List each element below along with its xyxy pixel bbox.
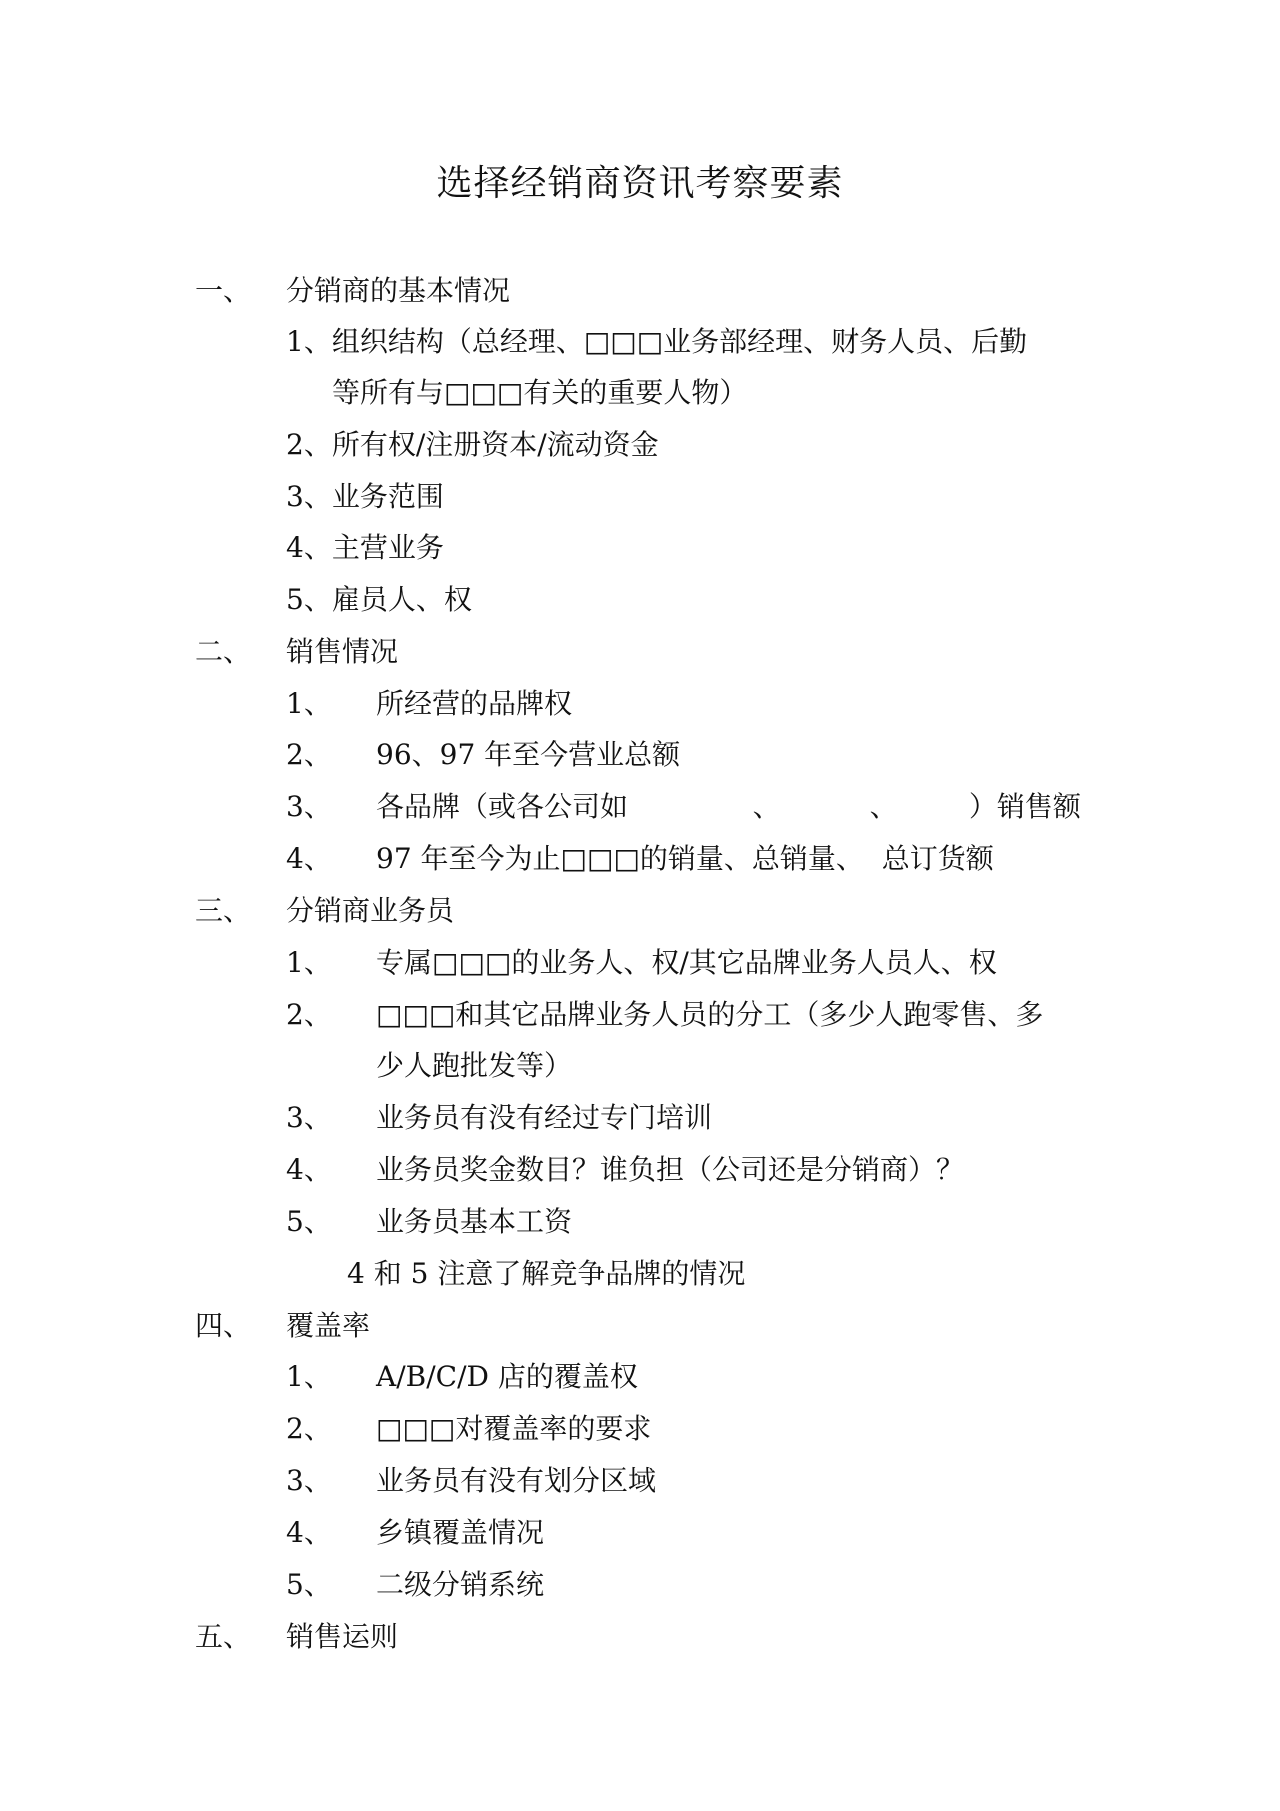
section-1-item-2: 2、所有权/注册资本/流动资金	[286, 428, 659, 461]
section-3-item-4-number: 4、	[286, 1153, 332, 1186]
section-1-heading: 分销商的基本情况	[286, 274, 511, 307]
section-2-item-3-text: 各品牌（或各公司如 、 、 ）销售额	[376, 790, 1081, 823]
section-3-note: 4 和 5 注意了解竞争品牌的情况	[347, 1257, 746, 1290]
page-title: 选择经销商资讯考察要素	[436, 163, 844, 204]
section-3-item-4-text: 业务员奖金数目？谁负担（公司还是分销商）？	[376, 1153, 965, 1186]
section-3-item-2-number: 2、	[286, 998, 332, 1031]
section-3-item-2-text: □□□和其它品牌业务人员的分工（多少人跑零售、多	[376, 998, 1044, 1031]
section-4-item-3-text: 业务员有没有划分区域	[376, 1464, 657, 1497]
section-5-heading: 销售运则	[286, 1620, 399, 1653]
section-2-item-2-number: 2、	[286, 738, 332, 771]
section-3-item-3-number: 3、	[286, 1101, 332, 1134]
section-4-item-1-text: A/B/C/D 店的覆盖权	[376, 1360, 638, 1393]
section-4-item-1-number: 1、	[286, 1360, 332, 1393]
section-2-item-3-number: 3、	[286, 790, 332, 823]
section-3-item-1-number: 1、	[286, 946, 332, 979]
section-1-item-1: 1、组织结构（总经理、□□□业务部经理、财务人员、后勤	[286, 325, 1028, 358]
section-4-item-5-number: 5、	[286, 1568, 332, 1601]
section-3-item-1-text: 专属□□□的业务人、权/其它品牌业务人员人、权	[376, 946, 997, 979]
section-2-number: 二、	[195, 635, 252, 668]
section-2-item-1-number: 1、	[286, 687, 332, 720]
section-1-item-3: 3、业务范围	[286, 480, 444, 513]
section-4-heading: 覆盖率	[286, 1309, 371, 1342]
section-2-item-4-text: 97 年至今为止□□□的销量、总销量、 总订货额	[376, 842, 994, 875]
section-1-item-4: 4、主营业务	[286, 531, 444, 564]
section-2-heading: 销售情况	[286, 635, 399, 668]
section-3-item-5-text: 业务员基本工资	[376, 1205, 573, 1238]
section-4-number: 四、	[195, 1309, 252, 1342]
section-4-item-3-number: 3、	[286, 1464, 332, 1497]
section-3-number: 三、	[195, 894, 252, 927]
section-3-item-2-cont: 少人跑批发等）	[376, 1049, 573, 1082]
section-4-item-2-text: □□□对覆盖率的要求	[376, 1412, 652, 1445]
section-4-item-5-text: 二级分销系统	[376, 1568, 545, 1601]
section-3-item-5-number: 5、	[286, 1205, 332, 1238]
section-3-item-3-text: 业务员有没有经过专门培训	[376, 1101, 713, 1134]
section-4-item-2-number: 2、	[286, 1412, 332, 1445]
section-1-item-5: 5、雇员人、权	[286, 583, 472, 616]
section-5-number: 五、	[195, 1620, 252, 1653]
section-4-item-4-text: 乡镇覆盖情况	[376, 1516, 545, 1549]
section-1-item-1-cont: 等所有与□□□有关的重要人物）	[332, 376, 748, 409]
section-2-item-2-text: 96、97 年至今营业总额	[376, 738, 681, 771]
section-4-item-4-number: 4、	[286, 1516, 332, 1549]
section-3-heading: 分销商业务员	[286, 894, 455, 927]
section-1-number: 一、	[195, 274, 252, 307]
section-2-item-1-text: 所经营的品牌权	[376, 687, 573, 720]
section-2-item-4-number: 4、	[286, 842, 332, 875]
